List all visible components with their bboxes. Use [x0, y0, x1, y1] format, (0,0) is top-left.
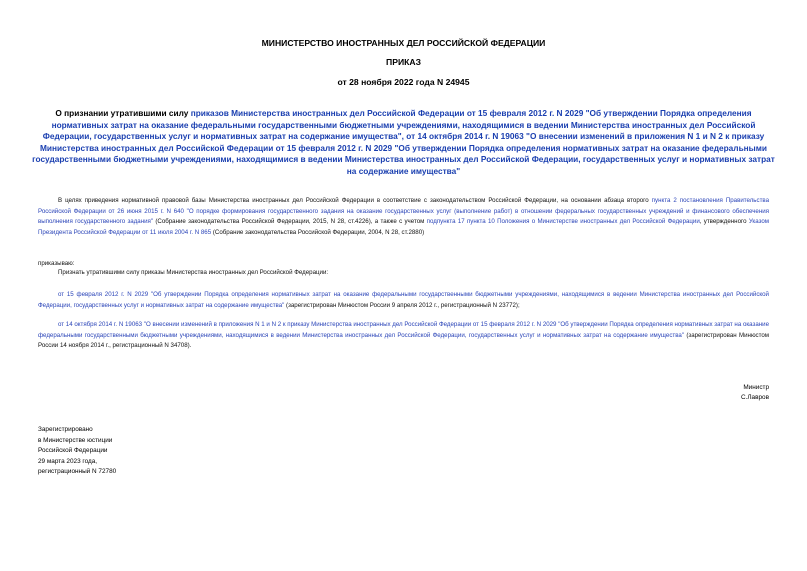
order-word: приказываю:	[38, 260, 75, 267]
preamble-text-1: В целях приведения нормативной правовой базы Министерства иностранных дел Российской Федерации в соответствие с законодательством Российской Федерации, на основании абзаца второго	[58, 197, 652, 204]
document-title	[30, 108, 777, 177]
signature-name: С.Лавров	[740, 394, 769, 402]
repealed-item-1-link[interactable]: от 15 февраля 2012 г. N 2029 "Об утверждении Порядка определения нормативных затрат на оказание федеральными государственными бюджетными учреждениями, находящимися в ведении Министерства иностранных дел Российской Федерации, государственных услуг и нормативных затрат на содержание имущества"	[38, 291, 769, 309]
registration-line-2: в Министерстве юстиции	[38, 436, 113, 444]
date-number-heading: от 28 ноября 2022 года N 24945	[337, 77, 470, 87]
signature-position: Министр	[743, 384, 769, 391]
preamble-link-regulation[interactable]: подпункта 17 пункта 10 Положения о Министерстве иностранных дел Российской Федерации	[426, 218, 700, 226]
registration-line-5: регистрационный N 72780	[38, 468, 117, 476]
registration-block	[38, 425, 116, 478]
preamble-text-4: (Собрание законодательства Российской Федерации, 2004, N 28, ст.2880)	[211, 228, 425, 236]
registration-line-1: Зарегистрировано	[38, 426, 93, 433]
signature-block	[741, 383, 769, 404]
ministry-heading: МИНИСТЕРСТВО ИНОСТРАННЫХ ДЕЛ РОССИЙСКОЙ ФЕДЕРАЦИИ	[261, 38, 546, 48]
registration-line-4: 29 марта 2023 года,	[38, 457, 98, 465]
preamble-paragraph	[38, 196, 769, 238]
repealed-item-2-registration: (зарегистрирован Минюстом России 14 ноября 2014 г., регистрационный N 34708).	[38, 331, 769, 350]
repealed-item-1	[38, 290, 769, 311]
repealed-item-1-registration: (зарегистрирован Минюстом России 9 апреля 2012 г., регистрационный N 23772);	[284, 301, 520, 309]
repealed-item-2-link[interactable]: от 14 октября 2014 г. N 19063 "О внесении изменений в приложения N 1 и N 2 к приказу Министерства иностранных дел Российской Федерации от 15 февраля 2012 г. N 2029 "Об утверждении Порядка определения нормативных затрат на оказание федеральными государственными бюджетными учреждениями, находящимися в ведении Министерства иностранных дел Российской Федерации, государственных услуг и нормативных затрат на содержание имущества"	[38, 321, 769, 339]
declaration-text: Признать утратившими силу приказы Министерства иностранных дел Российской Федерации:	[58, 269, 329, 276]
preamble-text-2: (Собрание законодательства Российской Федерации, 2015, N 28, ст.4226), а также с учетом	[153, 218, 427, 226]
preamble-link-resolution[interactable]: пункта 2 постановления Правительства Российской Федерации от 26 июня 2015 г. N 640 "О порядке формирования государственного задания на оказание государственных услуг (выполнение работ) в отношении федеральных государственных учреждений и финансового обеспечения выполнения государственного задания"	[38, 197, 769, 226]
title-link[interactable]: приказов Министерства иностранных дел Российской Федерации от 15 февраля 2012 г. N 2029 "Об утверждении Порядка определения нормативных затрат на оказание федеральными государственными бюджетными учреждениями, находящимися в ведении Министерства иностранных дел Российской Федерации, государственных услуг и нормативных затрат на содержание имущества", от 14 октября 2014 г. N 19063 "О внесении изменений в приложения N 1 и N 2 к приказу Министерства иностранных дел Российской Федерации от 15 февраля 2012 г. N 2029 "Об утверждении Порядка определения нормативных затрат на оказание федеральными государственными бюджетными учреждениями, находящимися в ведении Министерства иностранных дел Российской Федерации, государственных услуг и нормативных затрат на содержание имущества"	[32, 108, 775, 176]
title-prefix: О признании утратившими силу	[55, 108, 191, 118]
doc-type-heading: ПРИКАЗ	[386, 57, 421, 67]
preamble-text-3: , утвержденного	[699, 218, 749, 226]
repealed-item-2	[38, 320, 769, 352]
preamble-link-decree[interactable]: Указом Президента Российской Федерации от 11 июля 2004 г. N 865	[38, 218, 769, 236]
registration-line-3: Российской Федерации	[38, 447, 108, 455]
